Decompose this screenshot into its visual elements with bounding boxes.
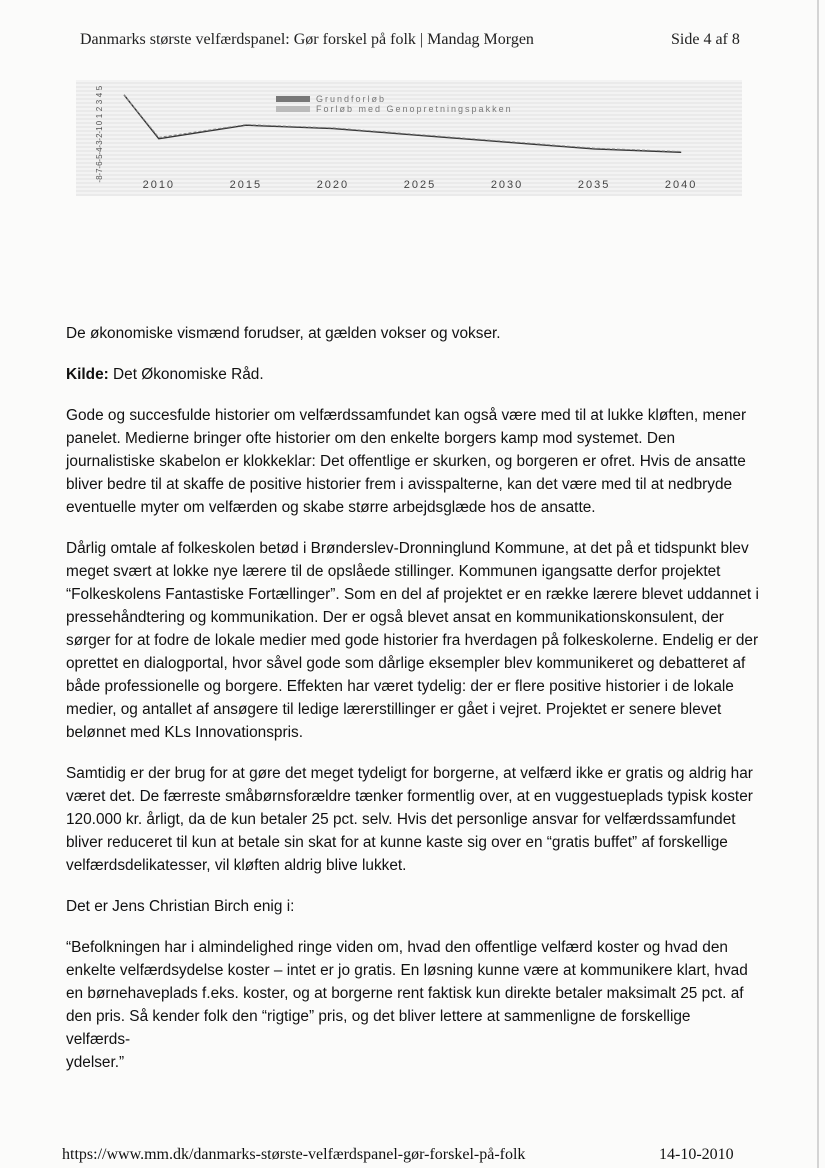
x-tick-label: 2020 xyxy=(316,179,350,191)
x-tick-label: 2035 xyxy=(577,179,611,191)
page-number: Side 4 af 8 xyxy=(671,31,740,48)
y-tick-label: 5 xyxy=(95,85,104,91)
paragraph-stories: Gode og succesfulde historier om velfærdssamfundet kan også være med til at lukke kløften, mener panelet. Medierne bringer ofte historier om den enkelte borgers kamp mod systemet. Den journalistiske skabelon er klokkeklar: Det offentlige er skurken, og borgeren er ofret. Hvis de ansatte bliver bedre til at skaffe de positive historier frem i avisspalterne, kan det være med til at nedbryde eventuelle myter om velfærden og skabe større arbejdsglæde hos de ansatte. xyxy=(66,407,747,516)
paragraph-price-awareness: Samtidig er der brug for at gøre det meget tydeligt for borgerne, at velfærd ikke er gratis og aldrig har været det. De færreste småbørnsforældre tænker formentlig over, at en vuggestueplads typisk koster 120.000 kr. årligt, da de kun betaler 25 pct. selv. Hvis det personlige ansvar for velfærdssamfundet bliver reduceret til kun at betale sin skat for at kunne kaste sig over en “gratis buffet” af forskellige velfærdsdelikatesser, vil kløften aldrig blive lukket. xyxy=(66,765,753,874)
debt-projection-chart xyxy=(76,80,742,196)
legend-swatch xyxy=(276,106,310,112)
y-tick-label: -4 xyxy=(95,147,104,155)
quote-line-2: velfærds- xyxy=(66,1031,131,1048)
y-tick-label: -5 xyxy=(95,154,104,162)
y-tick-label: -3 xyxy=(95,140,104,148)
paragraph-folkeskole: Dårlig omtale af folkeskolen betød i Brønderslev-Dronninglund Kommune, at det på et tidspunkt blev meget svært at lokke nye lærere til de opslåede stillinger. Kommunen igangsatte derfor projektet “Folkeskolens Fantastiske Fortællinger”. Som en del af projektet er en række lærere blevet uddannet i pressehåndtering og kommunikation. Der er også blevet ansat en kommunikationskonsulent, der sørger for at fodre de lokale medier med gode historier fra hverdagen på folkeskolerne. Endelig er der oprettet en dialogportal, hvor såvel gode som dårlige eksempler blev kommunikeret og debatteret af både professionelle og borgere. Effekten har været tydelig: der er flere positive historier i de lokale medier, og antallet af ansøgere til ledige lærerstillinger er gået i vejret. Projektet er senere blevet belønnet med KLs Innovationspris. xyxy=(66,540,759,741)
legend-swatch xyxy=(276,96,310,102)
x-tick-label: 2010 xyxy=(142,179,176,191)
quote-birch xyxy=(66,936,766,1074)
x-tick-label: 2015 xyxy=(229,179,263,191)
y-tick-label: 4 xyxy=(95,92,104,98)
y-tick-label: 1 xyxy=(95,113,104,119)
y-tick-label: -1 xyxy=(95,126,104,134)
quote-text: “Befolkningen har i almindelighed ringe viden om, hvad den offentlige velfærd koster og hvad den enkelte velfærdsydelse koster – intet er jo gratis. En løsning kunne være at kommunikere klart, hvad en børnehaveplads f.eks. koster, og at borgerne rent faktisk kun direkte betaler maksimalt 25 pct. af den pris. Så kender folk den “rigtige” pris, og det bliver lettere at sammenligne de forskellige xyxy=(66,939,748,1025)
scan-edge-line xyxy=(817,0,819,1168)
y-tick-label: 0 xyxy=(95,120,104,126)
article-body xyxy=(66,322,766,1092)
legend-label: Forløb med Genopretningspakken xyxy=(316,104,513,114)
y-tick-label: -2 xyxy=(95,133,104,141)
y-tick-label: 2 xyxy=(95,106,104,112)
paragraph-forecast: De økonomiske vismænd forudser, at gælden vokser og vokser. xyxy=(66,325,501,342)
source-text: Det Økonomiske Råd. xyxy=(108,366,264,383)
y-tick-label: -6 xyxy=(95,161,104,169)
x-tick-label: 2025 xyxy=(403,179,437,191)
x-tick-label: 2040 xyxy=(664,179,698,191)
source-line xyxy=(66,363,766,386)
footer-url: https://www.mm.dk/danmarks-største-velfærdspanel-gør-forskel-på-folk xyxy=(62,1146,526,1163)
legend-label: Grundforløb xyxy=(316,94,387,104)
x-tick-label: 2030 xyxy=(490,179,524,191)
quote-line-3: ydelser.” xyxy=(66,1054,125,1071)
chart-svg xyxy=(76,80,742,196)
y-tick-label: 3 xyxy=(95,99,104,105)
y-tick-label: -7 xyxy=(95,168,104,176)
paragraph-birch-intro: Det er Jens Christian Birch enig i: xyxy=(66,898,295,915)
page-header-title: Danmarks største velfærdspanel: Gør forskel på folk | Mandag Morgen xyxy=(80,31,534,48)
y-tick-label: -8 xyxy=(95,175,104,183)
source-label: Kilde: xyxy=(66,366,109,383)
footer-date: 14-10-2010 xyxy=(659,1146,734,1163)
